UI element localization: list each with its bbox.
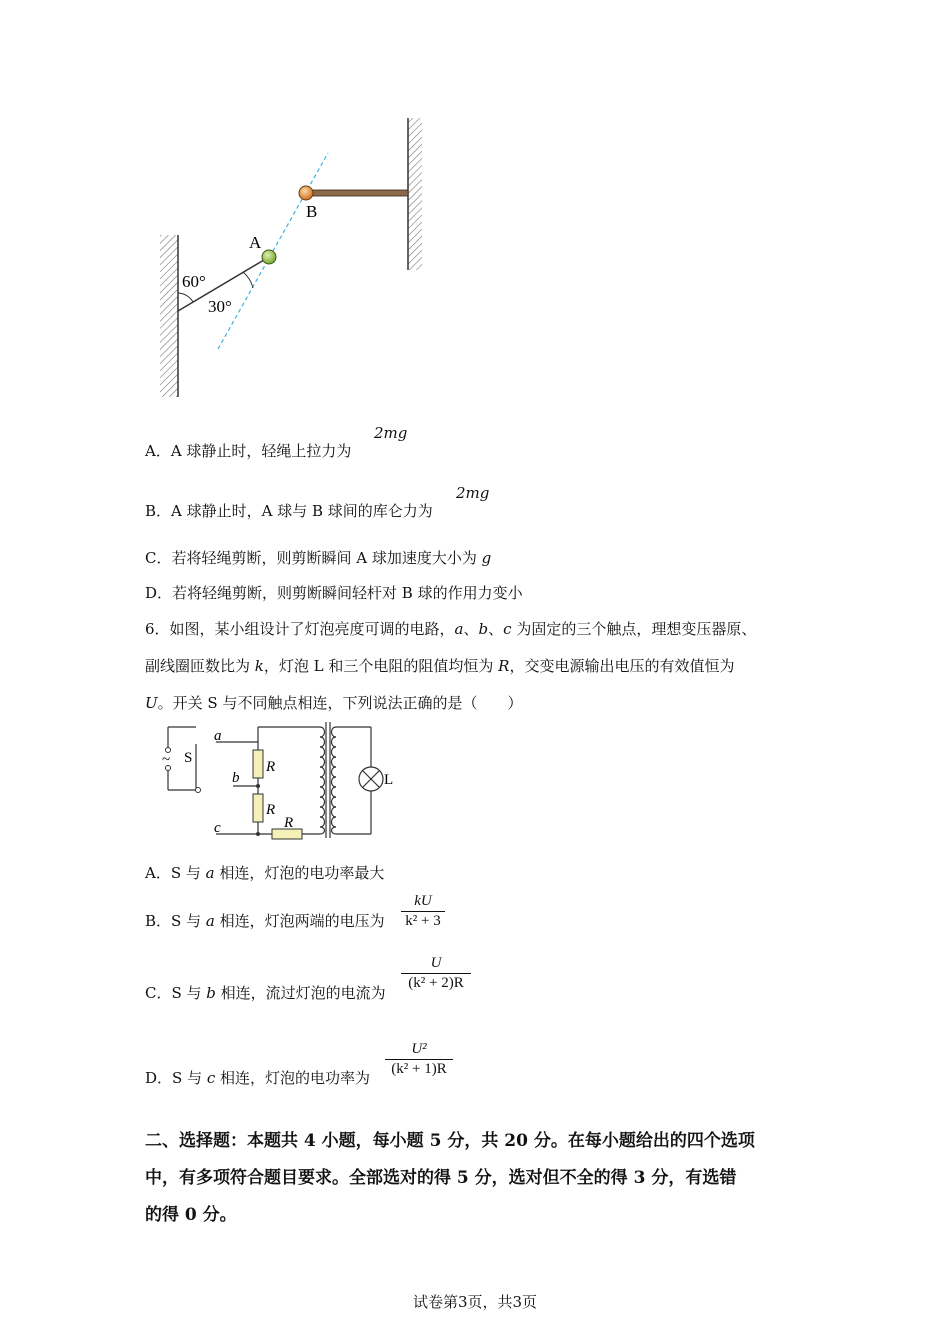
figure-charged-balls — [150, 110, 440, 405]
q6-sep1: 、 — [463, 620, 479, 638]
secondary-coil — [332, 727, 337, 834]
q6-line2-mid: ，灯泡 L 和三个电阻的阻值均恒为 — [263, 657, 499, 675]
label-a: A — [249, 233, 262, 252]
q6-stem-line2 — [145, 655, 734, 676]
q6-option-a-var: a — [205, 864, 215, 882]
angle-arc-60 — [178, 293, 193, 302]
circuit-label-c: c — [214, 820, 221, 836]
section2-line2: 中，有多项符合题目要求。全部选对的得 5 分，选对但不全的得 3 分，有选错 — [145, 1168, 737, 1188]
angle-arc-30 — [243, 272, 253, 288]
section2-line3: 的得 0 分。 — [145, 1205, 237, 1225]
q6-option-c-pre: C．S 与 — [145, 984, 207, 1002]
q6-option-b-fraction — [401, 893, 445, 930]
q6-var-b: b — [478, 620, 489, 638]
label-b: B — [306, 202, 318, 221]
q5-option-c-value: g — [481, 549, 492, 567]
q5-option-d — [145, 582, 523, 603]
q6-option-b-var: a — [205, 912, 215, 930]
q6-line2-pre: 副线圈匝数比为 — [145, 657, 255, 675]
q6-var-r: R — [498, 657, 510, 675]
q6-line2-post: ，交变电源输出电压的有效值恒为 — [509, 657, 735, 675]
rod — [306, 190, 408, 196]
q6-line3-post: 。开关 S 与不同触点相连，下列说法正确的是（ ） — [157, 694, 523, 712]
q6-option-c-denominator: (k² + 2)R — [408, 975, 464, 991]
circuit-label-a: a — [214, 728, 222, 744]
circuit-label-r1: R — [266, 759, 276, 775]
q6-option-c-var: b — [206, 984, 216, 1002]
page-footer: 试卷第3页，共3页 — [412, 1293, 538, 1311]
q6-line1-pre: 6．如图，某小组设计了灯泡亮度可调的电路， — [145, 620, 455, 638]
resistor-2 — [253, 794, 263, 822]
q5-option-c — [145, 547, 491, 568]
q5-option-a — [145, 440, 351, 461]
q6-var-u: U — [145, 694, 158, 712]
ball-a — [262, 250, 276, 264]
q5-option-b-value: 2mg — [456, 484, 490, 502]
section2-line1: 二、选择题：本题共 4 小题，每小题 5 分，共 20 分。在每小题给出的四个选项 — [145, 1131, 755, 1151]
q6-option-b-denominator: k² + 3 — [405, 913, 441, 929]
circuit-label-s: S — [184, 750, 193, 766]
q6-var-a: a — [454, 620, 464, 638]
circuit-label-b: b — [232, 770, 240, 786]
switch-contact — [196, 788, 201, 793]
resistor-1 — [253, 750, 263, 778]
q6-option-b-pre: B．S 与 — [145, 912, 206, 930]
left-wall — [160, 235, 178, 397]
angle-30-label: 30° — [208, 297, 232, 316]
q6-option-d-fraction — [385, 1041, 453, 1078]
q5-option-a-text: A．A 球静止时，轻绳上拉力为 — [145, 442, 352, 460]
junction-b — [256, 784, 260, 788]
q6-option-b — [145, 910, 385, 931]
figure-circuit — [155, 722, 405, 844]
right-wall — [408, 118, 422, 270]
q6-option-a-pre: A．S 与 — [145, 864, 206, 882]
q6-option-d — [145, 1067, 370, 1088]
q6-stem-line3 — [145, 692, 522, 713]
primary-coil — [320, 727, 325, 834]
q6-option-a — [145, 862, 384, 883]
q6-option-d-numerator: U² — [411, 1041, 427, 1057]
angle-60-label: 60° — [182, 272, 206, 291]
junction-c — [256, 832, 260, 836]
ball-b — [299, 186, 313, 200]
q6-option-c-fraction — [401, 955, 471, 992]
q6-option-a-post: 相连，灯泡的电功率最大 — [214, 864, 385, 882]
q6-line1-post: 为固定的三个触点，理想变压器原、 — [511, 620, 757, 638]
q6-option-c-numerator: U — [430, 955, 442, 971]
q6-var-c: c — [503, 620, 512, 638]
q6-sep2: 、 — [488, 620, 504, 638]
q6-var-k: k — [254, 657, 264, 675]
q6-option-c — [145, 982, 386, 1003]
q5-option-d-text: D．若将轻绳剪断，则剪断瞬间轻杆对 B 球的作用力变小 — [145, 584, 523, 602]
q5-option-c-text: C．若将轻绳剪断，则剪断瞬间 A 球加速度大小为 — [145, 549, 482, 567]
circuit-label-r3: R — [284, 815, 294, 831]
circuit-label-r2: R — [266, 802, 276, 818]
q5-option-b — [145, 500, 433, 521]
q6-option-d-post: 相连，灯泡的电功率为 — [215, 1069, 371, 1087]
circuit-label-l: L — [384, 772, 394, 788]
q6-stem-line1 — [145, 618, 756, 639]
q5-option-a-value: 2mg — [374, 424, 408, 442]
circuit-source-symbol: ~ — [162, 752, 171, 768]
q6-option-b-post: 相连，灯泡两端的电压为 — [214, 912, 385, 930]
q5-option-b-text: B．A 球静止时，A 球与 B 球间的库仑力为 — [145, 502, 433, 520]
q6-option-d-var: c — [206, 1069, 216, 1087]
q6-option-d-pre: D．S 与 — [145, 1069, 207, 1087]
q6-option-b-numerator: kU — [414, 893, 432, 909]
q6-option-d-denominator: (k² + 1)R — [391, 1061, 447, 1077]
q6-option-c-post: 相连，流过灯泡的电流为 — [215, 984, 386, 1002]
